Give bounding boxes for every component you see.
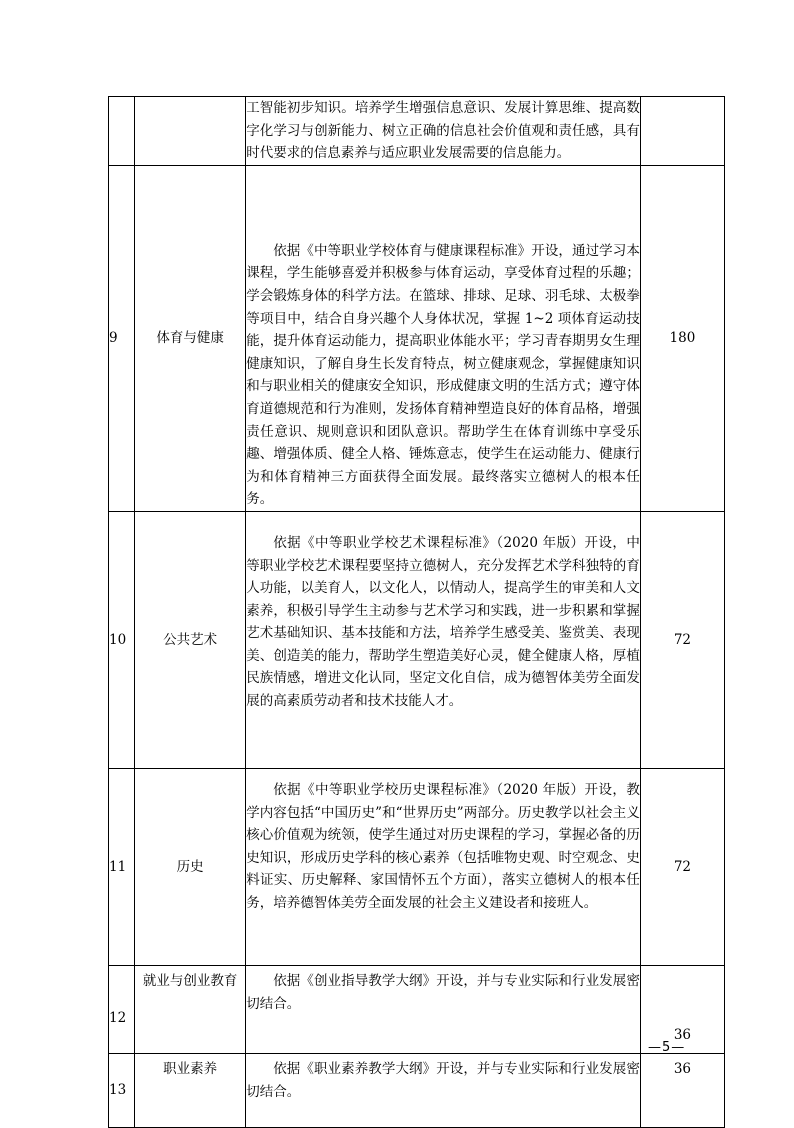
description-paragraph: 工智能初步知识。培养学生增强信息意识、发展计算思维、提高数字化学习与创新能力、树立正确的信息社会价值观和责任感，具有时代要求的信息素养与适应职业发展需要的信息能力。	[246, 100, 640, 162]
table-row	[109, 97, 725, 166]
course-number: 11	[109, 768, 135, 965]
course-name: 就业与创业教育	[135, 965, 246, 1053]
course-number: 13	[109, 1053, 135, 1127]
course-number: 12	[109, 965, 135, 1053]
course-name: 体育与健康	[135, 165, 246, 511]
course-name: 公共艺术	[135, 511, 246, 768]
course-number	[109, 97, 135, 166]
course-description	[246, 511, 641, 768]
table-row	[109, 965, 725, 1053]
page-number: —5—	[648, 1040, 686, 1055]
course-hours	[640, 97, 724, 166]
curriculum-table	[108, 96, 725, 1128]
course-hours: 36	[640, 965, 724, 1053]
course-description	[246, 97, 641, 166]
course-hours: 72	[640, 768, 724, 965]
description-paragraph: 依据《职业素养教学大纲》开设，并与专业实际和行业发展密切结合。	[246, 1060, 640, 1100]
description-paragraph: 依据《中等职业学校历史课程标准》（2020 年版）开设，教学内容包括“中国历史”和“世界历史”两部分。历史教学以社会主义核心价值观为统领，使学生通过对历史课程的学习，掌握必备的历史知识，形成历史学科的核心素养（包括唯物史观、时空观念、史料证实、历史解释、家国情怀五个方面），落实立德树人的根本任务，培养德智体美劳全面发展的社会主义建设者和接班人。	[246, 781, 640, 911]
course-description	[246, 965, 641, 1053]
table-row	[109, 165, 725, 511]
course-hours: 180	[640, 165, 724, 511]
course-description	[246, 768, 641, 965]
course-number: 10	[109, 511, 135, 768]
course-hours: 72	[640, 511, 724, 768]
course-description	[246, 165, 641, 511]
table-row	[109, 768, 725, 965]
course-name: 职业素养	[135, 1053, 246, 1127]
course-hours: 36	[640, 1053, 724, 1127]
course-name: 历史	[135, 768, 246, 965]
course-description	[246, 1053, 641, 1127]
description-paragraph: 依据《中等职业学校体育与健康课程标准》开设，通过学习本课程，学生能够喜爱并积极参与体育运动，享受体育过程的乐趣；学会锻炼身体的科学方法。在篮球、排球、足球、羽毛球、太极拳等项目中，结合自身兴趣个人身体状况，掌握 1~2 项体育运动技能，提升体育运动能力，提高职业体能水平；学习青春期男女生理健康知识，了解自身生长发育特点，树立健康观念，掌握健康知识和与职业相关的健康安全知识，形成健康文明的生活方式；遵守体育道德规范和行为准则，发扬体育精神塑造良好的体育品格，增强责任意识、规则意识和团队意识。帮助学生在体育训练中享受乐趣、增强体质、健全人格、锤炼意志，使学生在运动能力、健康行为和体育精神三方面获得全面发展。最终落实立德树人的根本任务。	[246, 242, 640, 508]
description-paragraph: 依据《创业指导教学大纲》开设，并与专业实际和行业发展密切结合。	[246, 972, 640, 1012]
table-row	[109, 511, 725, 768]
description-paragraph: 依据《中等职业学校艺术课程标准》（2020 年版）开设，中等职业学校艺术课程要坚持立德树人，充分发挥艺术学科独特的育人功能，以美育人，以文化人，以情动人，提高学生的审美和人文素养，积极引导学生主动参与艺术学习和实践，进一步积累和掌握艺术基础知识、基本技能和方法，培养学生感受美、鉴赏美、表现美、创造美的能力，帮助学生塑造美好心灵，健全健康人格，厚植民族情感，增进文化认同，坚定文化自信，成为德智体美劳全面发展的高素质劳动者和技术技能人才。	[246, 534, 640, 710]
course-number: 9	[109, 165, 135, 511]
table-row	[109, 1053, 725, 1127]
course-name	[135, 97, 246, 166]
